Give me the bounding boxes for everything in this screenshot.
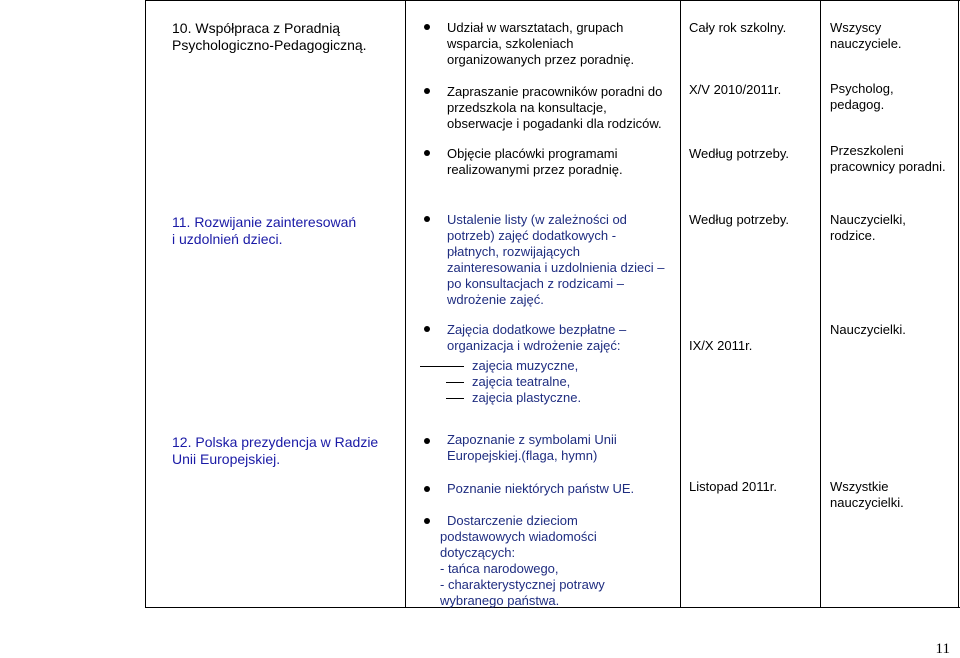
bullet-icon <box>424 150 430 156</box>
section-11-title: 11. Rozwijanie zainteresowań i uzdolnień dzieci. <box>172 214 357 247</box>
column-border <box>680 0 681 608</box>
column-border <box>958 0 959 608</box>
section-12-term: Listopad 2011r. <box>689 479 777 494</box>
column-border <box>405 0 406 608</box>
bullet-icon <box>424 88 430 94</box>
section-10-responsible-2: Psycholog, pedagog. <box>830 81 894 112</box>
section-11-responsible-2: Nauczycielki. <box>830 322 906 337</box>
bullet-icon <box>424 326 430 332</box>
section-12-title: 12. Polska prezydencja w Radzie Unii Europejskiej. <box>172 434 379 467</box>
section-11-term-1: Według potrzeby. <box>689 212 789 227</box>
section-10-responsible-1: Wszyscy nauczyciele. <box>830 20 902 51</box>
section-11-term-2: IX/X 2011r. <box>689 338 753 353</box>
section-10-term-2: X/V 2010/2011r. <box>689 82 782 97</box>
column-border <box>820 0 821 608</box>
section-12-task-3: Dostarczenie dzieciom podstawowych wiadomości dotyczących: - tańca narodowego, - charakterystycznej potrawy wybranego państwa. <box>440 513 605 608</box>
bullet-icon <box>424 518 430 524</box>
table-top-border <box>145 0 960 1</box>
column-border <box>145 0 146 608</box>
bullet-icon <box>424 438 430 444</box>
section-11-subitem-1: zajęcia muzyczne, <box>472 358 579 373</box>
section-10-task-1: Udział w warsztatach, grupach wsparcia, szkoleniach organizowanych przez poradnię. <box>447 20 635 67</box>
section-11-responsible-1: Nauczycielki, rodzice. <box>830 212 906 243</box>
section-12-task-1: Zapoznanie z symbolami Unii Europejskiej.(flaga, hymn) <box>447 432 617 463</box>
section-10-term-1: Cały rok szkolny. <box>689 20 787 35</box>
dash-icon <box>420 366 464 367</box>
section-10-term-3: Według potrzeby. <box>689 146 789 161</box>
dash-icon <box>446 382 464 383</box>
section-10-task-2: Zapraszanie pracowników poradni do przedszkola na konsultacje, obserwacje i pogadanki dla rodziców. <box>447 84 663 131</box>
section-11-task-2: Zajęcia dodatkowe bezpłatne – organizacja i wdrożenie zajęć: <box>447 322 627 353</box>
section-12-responsible: Wszystkie nauczycielki. <box>830 479 904 510</box>
section-12-task-2: Poznanie niektórych państw UE. <box>447 481 635 496</box>
section-11-task-1: Ustalenie listy (w zależności od potrzeb) zajęć dodatkowych - płatnych, rozwijających zainteresowania i uzdolnienia dzieci – po konsultacjach z rodzicami – wdrożenie zajęć. <box>447 212 665 307</box>
section-11-subitem-2: zajęcia teatralne, <box>472 374 571 389</box>
section-11-subitem-3: zajęcia plastyczne. <box>472 390 582 405</box>
bullet-icon <box>424 216 430 222</box>
section-10-task-3: Objęcie placówki programami realizowanymi przez poradnię. <box>447 146 623 177</box>
dash-icon <box>446 398 464 399</box>
section-10-title: 10. Współpraca z Poradnią Psychologiczno-Pedagogiczną. <box>172 20 367 53</box>
section-10-responsible-3: Przeszkoleni pracownicy poradni. <box>830 143 946 174</box>
bullet-icon <box>424 24 430 30</box>
page-number: 11 <box>935 641 950 657</box>
bullet-icon <box>424 486 430 492</box>
